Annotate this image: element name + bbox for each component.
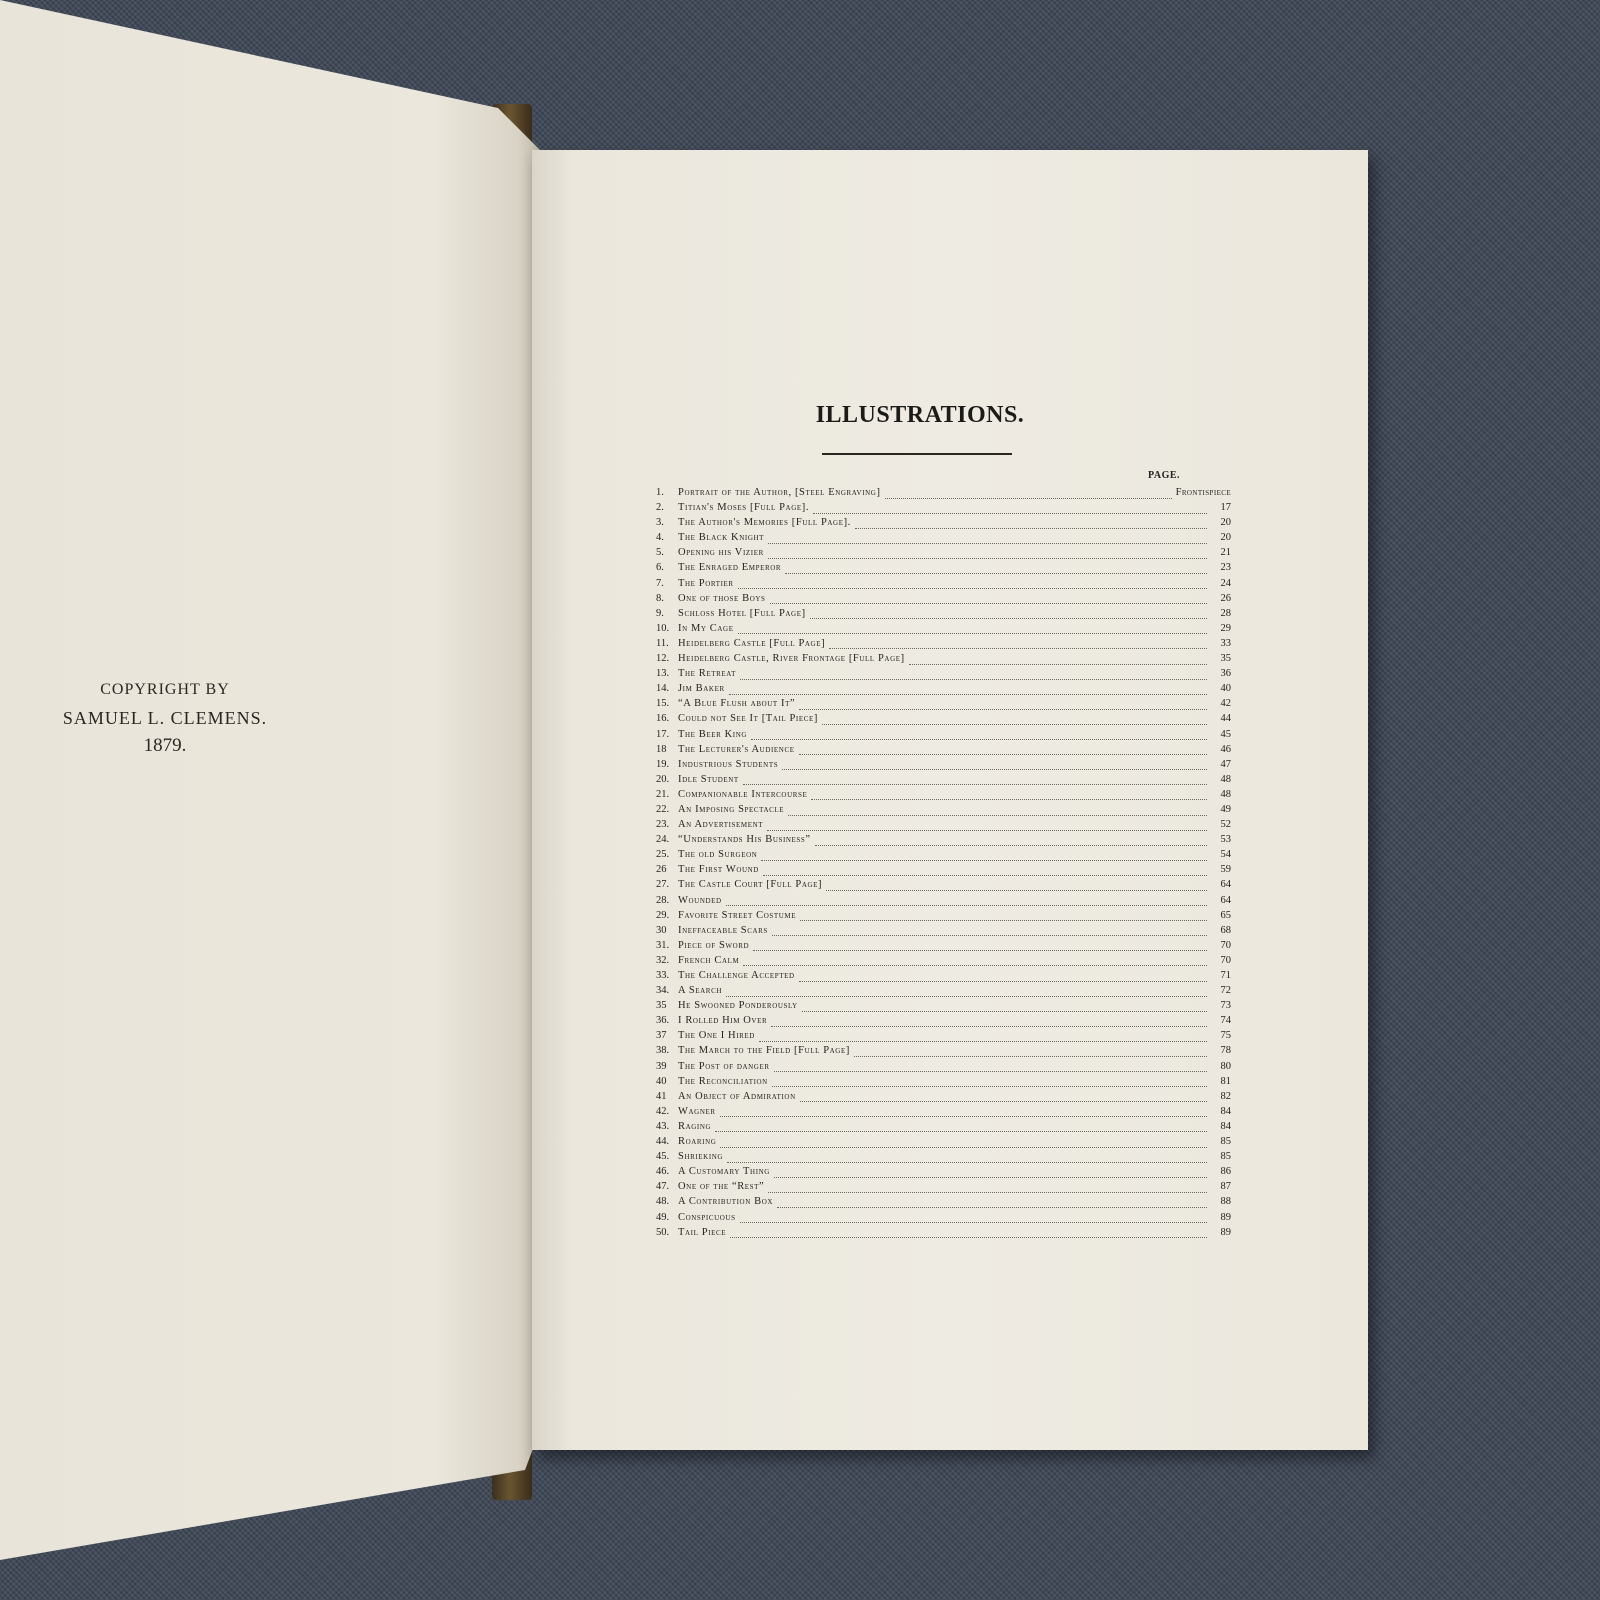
item-number: 43. [656,1120,670,1132]
list-item [656,668,1231,683]
item-label: The Retreat [678,668,737,680]
list-item [656,834,1231,849]
item-page: 68 [1220,924,1231,936]
item-label: Schloss Hotel [Full Page] [678,607,806,619]
item-label: Heidelberg Castle [Full Page] [678,637,826,649]
list-item [656,759,1231,774]
list-item [656,955,1231,970]
copyright-line: COPYRIGHT BY [100,681,230,698]
dot-leader [909,663,1207,665]
item-number: 50. [656,1226,670,1238]
dot-leader [802,1010,1207,1012]
item-number: 9. [656,607,664,619]
list-item [656,1015,1231,1030]
item-number: 21. [656,788,670,800]
list-item [656,1121,1231,1136]
list-item [656,1136,1231,1151]
item-page: 87 [1220,1181,1231,1193]
dot-leader [770,602,1208,604]
item-number: 1. [656,487,664,498]
dot-leader [854,1055,1207,1057]
item-page: 84 [1220,1105,1231,1117]
list-item [656,804,1231,819]
dot-leader [799,980,1207,982]
item-number: 28. [656,894,670,906]
list-item [656,729,1231,744]
item-number: 23. [656,819,670,831]
item-label: The One I Hired [678,1030,755,1042]
item-number: 8. [656,592,664,604]
dot-leader [768,542,1207,544]
item-number: 6. [656,562,664,574]
dot-leader [777,1206,1207,1208]
dot-leader [800,919,1207,921]
list-item [656,623,1231,638]
item-page: 74 [1220,1015,1231,1027]
illustrations-list [656,487,1231,1242]
item-page: 40 [1220,683,1231,695]
list-item [656,1061,1231,1076]
item-page: 48 [1220,773,1231,785]
list-item [656,864,1231,879]
list-item [656,895,1231,910]
item-number: 7. [656,577,664,589]
dot-leader [799,708,1207,710]
page-column-header: PAGE. [1148,470,1181,481]
dot-leader [811,798,1207,800]
item-page: 20 [1220,532,1231,544]
dot-leader [855,527,1207,529]
list-item [656,1076,1231,1091]
item-page: 59 [1220,864,1231,876]
item-number: 18 [656,743,667,755]
item-page: 82 [1220,1090,1231,1102]
dot-leader [743,783,1207,785]
item-number: 41 [656,1090,667,1102]
item-page: 49 [1220,803,1231,815]
item-page: 81 [1220,1075,1231,1087]
list-item [656,1196,1231,1211]
dot-leader [740,678,1207,680]
item-page: 89 [1220,1211,1231,1223]
dot-leader [815,844,1207,846]
list-item [656,1030,1231,1045]
dot-leader [774,1176,1207,1178]
item-label: French Calm [678,954,740,966]
item-page: 29 [1220,622,1231,634]
dot-leader [885,497,1172,499]
list-item [656,532,1231,547]
item-page: 70 [1220,939,1231,951]
item-number: 4. [656,532,664,544]
item-label: Piece of Sword [678,939,750,951]
dot-leader [788,814,1207,816]
item-number: 31. [656,939,670,951]
item-label: The March to the Field [Full Page] [678,1045,850,1057]
item-number: 11. [656,637,669,649]
list-item [656,940,1231,955]
item-number: 48. [656,1196,670,1208]
dot-leader [726,904,1207,906]
dot-leader [720,1146,1207,1148]
item-number: 42. [656,1105,670,1117]
item-number: 46. [656,1166,670,1178]
item-page: 35 [1220,653,1231,665]
item-page: 23 [1220,562,1231,574]
list-item [656,925,1231,940]
dot-leader [768,557,1207,559]
dot-leader [768,1191,1207,1193]
list-item [656,1227,1231,1242]
item-page: 46 [1220,743,1231,755]
item-number: 26 [656,864,667,876]
item-number: 47. [656,1181,670,1193]
list-item [656,1106,1231,1121]
item-number: 16. [656,713,670,725]
item-page: 21 [1220,547,1231,559]
dot-leader [730,1236,1207,1238]
dot-leader [822,723,1207,725]
item-number: 5. [656,547,664,559]
title-rule [822,453,1012,455]
item-label: Could not See It [Tail Piece] [678,713,818,725]
dot-leader [785,572,1207,574]
item-label: Industrious Students [678,758,779,770]
item-number: 34. [656,985,670,997]
dot-leader [799,753,1207,755]
item-page: 47 [1220,758,1231,770]
item-number: 39 [656,1060,667,1072]
item-page: 54 [1220,849,1231,861]
item-number: 25. [656,849,670,861]
item-page: 26 [1220,592,1231,604]
dot-leader [753,949,1207,951]
item-page: 28 [1220,607,1231,619]
list-item [656,653,1231,668]
item-number: 29. [656,909,670,921]
list-item [656,789,1231,804]
item-number: 3. [656,517,664,529]
list-item [656,970,1231,985]
item-label: A Contribution Box [678,1196,773,1208]
item-label: Roaring [678,1136,717,1148]
item-page: 36 [1220,668,1231,680]
item-page: 80 [1220,1060,1231,1072]
dot-leader [743,964,1207,966]
item-label: The Black Knight [678,532,765,544]
item-number: 27. [656,879,670,891]
dot-leader [810,617,1207,619]
dot-leader [774,1070,1207,1072]
item-page: 44 [1220,713,1231,725]
list-item [656,1212,1231,1227]
list-item [656,985,1231,1000]
list-item [656,1091,1231,1106]
item-number: 33. [656,970,670,981]
item-page: 88 [1220,1196,1231,1208]
copyright-year: 1879. [143,735,187,756]
item-label: I Rolled Him Over [678,1015,768,1027]
list-item [656,1000,1231,1015]
dot-leader [726,995,1207,997]
item-number: 45. [656,1151,670,1163]
dot-leader [772,1085,1207,1087]
item-page: 45 [1220,728,1231,740]
item-number: 24. [656,834,670,846]
list-item [656,547,1231,562]
dot-leader [829,647,1207,649]
item-label: “A Blue Flush about It” [678,698,796,710]
dot-leader [782,768,1207,770]
list-item [656,1166,1231,1181]
dot-leader [759,1040,1207,1042]
item-page: 64 [1220,894,1231,906]
item-label: Wagner [678,1105,716,1117]
list-item [656,593,1231,608]
list-item [656,698,1231,713]
item-page: 24 [1220,577,1231,589]
item-label: Idle Student [678,773,739,785]
dot-leader [727,1161,1207,1163]
item-label: An Advertisement [678,819,764,831]
item-number: 44. [656,1136,670,1148]
item-number: 38. [656,1045,670,1057]
item-page: 84 [1220,1120,1231,1132]
item-number: 37 [656,1030,667,1042]
item-number: 10. [656,622,670,634]
copyright-notice [35,676,295,760]
item-label: “Understands His Business” [678,834,811,846]
item-label: The Enraged Emperor [678,562,782,574]
author-name: SAMUEL L. CLEMENS. [62,708,268,728]
item-page: 52 [1220,819,1231,831]
item-page: 42 [1220,698,1231,710]
item-label: Favorite Street Costume [678,909,797,921]
item-page: Frontispiece [1175,487,1231,498]
item-page: 48 [1220,788,1231,800]
item-page: 86 [1220,1166,1231,1178]
item-number: 32. [656,954,670,966]
list-item [656,683,1231,698]
item-label: The Author's Memories [Full Page]. [678,517,851,529]
item-number: 20. [656,773,670,785]
list-item [656,562,1231,577]
item-label: Opening his Vizier [678,547,764,559]
item-label: Wounded [678,894,722,906]
item-label: One of those Boys [678,592,766,604]
item-number: 13. [656,668,670,680]
dot-leader [740,1221,1207,1223]
item-label: Tail Piece [678,1226,727,1238]
item-label: He Swooned Ponderously [678,1000,798,1012]
item-label: The Challenge Accepted [678,970,795,981]
item-label: A Customary Thing [678,1166,770,1178]
item-page: 65 [1220,909,1231,921]
item-label: Raging [678,1120,712,1132]
list-item [656,638,1231,653]
item-label: The Lecturer's Audience [678,743,795,755]
list-item [656,774,1231,789]
item-number: 40 [656,1075,667,1087]
item-page: 33 [1220,637,1231,649]
dot-leader [772,934,1207,936]
item-label: The Post of danger [678,1060,770,1072]
item-label: Shrieking [678,1151,724,1163]
item-page: 85 [1220,1136,1231,1148]
item-label: The Beer King [678,728,748,740]
item-label: The old Surgeon [678,849,758,861]
item-page: 73 [1220,1000,1231,1012]
item-number: 35 [656,1000,667,1012]
item-page: 75 [1220,1030,1231,1042]
list-item [656,1045,1231,1060]
item-page: 78 [1220,1045,1231,1057]
dot-leader [751,738,1207,740]
dot-leader [738,587,1207,589]
item-number: 14. [656,683,670,695]
item-number: 12. [656,653,670,665]
dot-leader [771,1025,1207,1027]
item-page: 70 [1220,954,1231,966]
item-label: An Object of Admiration [678,1090,796,1102]
item-label: A Search [678,985,722,997]
item-label: Conspicuous [678,1211,736,1223]
item-label: The Castle Court [Full Page] [678,879,823,891]
list-item [656,879,1231,894]
page-title: ILLUSTRATIONS. [815,402,1025,428]
list-item [656,713,1231,728]
list-item [656,819,1231,834]
item-page: 89 [1220,1226,1231,1238]
list-item [656,608,1231,623]
item-label: The First Wound [678,864,759,876]
item-page: 85 [1220,1151,1231,1163]
list-item [656,1181,1231,1196]
item-label: Portrait of the Author, [Steel Engraving] [678,487,881,498]
dot-leader [720,1115,1207,1117]
list-item [656,744,1231,759]
item-label: Titian's Moses [Full Page]. [678,502,810,514]
item-label: Jim Baker [678,683,725,695]
item-page: 53 [1220,834,1231,846]
list-item [656,578,1231,593]
item-number: 22. [656,803,670,815]
item-number: 19. [656,758,670,770]
dot-leader [729,693,1207,695]
item-number: 30 [656,924,667,936]
item-label: One of the “Rest” [678,1181,765,1193]
item-number: 15. [656,698,670,710]
item-number: 17. [656,728,670,740]
list-item [656,517,1231,532]
item-number: 36. [656,1015,670,1027]
item-label: The Reconciliation [678,1075,768,1087]
dot-leader [738,632,1207,634]
item-label: In My Cage [678,622,734,634]
left-page [0,0,540,1600]
dot-leader [715,1130,1207,1132]
item-page: 17 [1220,502,1231,514]
list-item [656,502,1231,517]
dot-leader [800,1100,1207,1102]
item-page: 64 [1220,879,1231,891]
dot-leader [763,874,1207,876]
item-label: An Imposing Spectacle [678,803,785,815]
dot-leader [826,889,1207,891]
item-label: The Portier [678,577,734,589]
item-label: Heidelberg Castle, River Frontage [Full Page] [678,653,905,665]
dot-leader [761,859,1207,861]
list-item [656,910,1231,925]
item-number: 2. [656,502,664,514]
item-page: 20 [1220,517,1231,529]
list-item [656,487,1231,502]
dot-leader [767,829,1207,831]
item-label: Companionable Intercourse [678,788,808,800]
list-item [656,1151,1231,1166]
item-number: 49. [656,1211,670,1223]
list-item [656,849,1231,864]
item-page: 72 [1220,985,1231,997]
dot-leader [813,512,1207,514]
item-page: 71 [1220,970,1231,981]
item-label: Ineffaceable Scars [678,924,768,936]
